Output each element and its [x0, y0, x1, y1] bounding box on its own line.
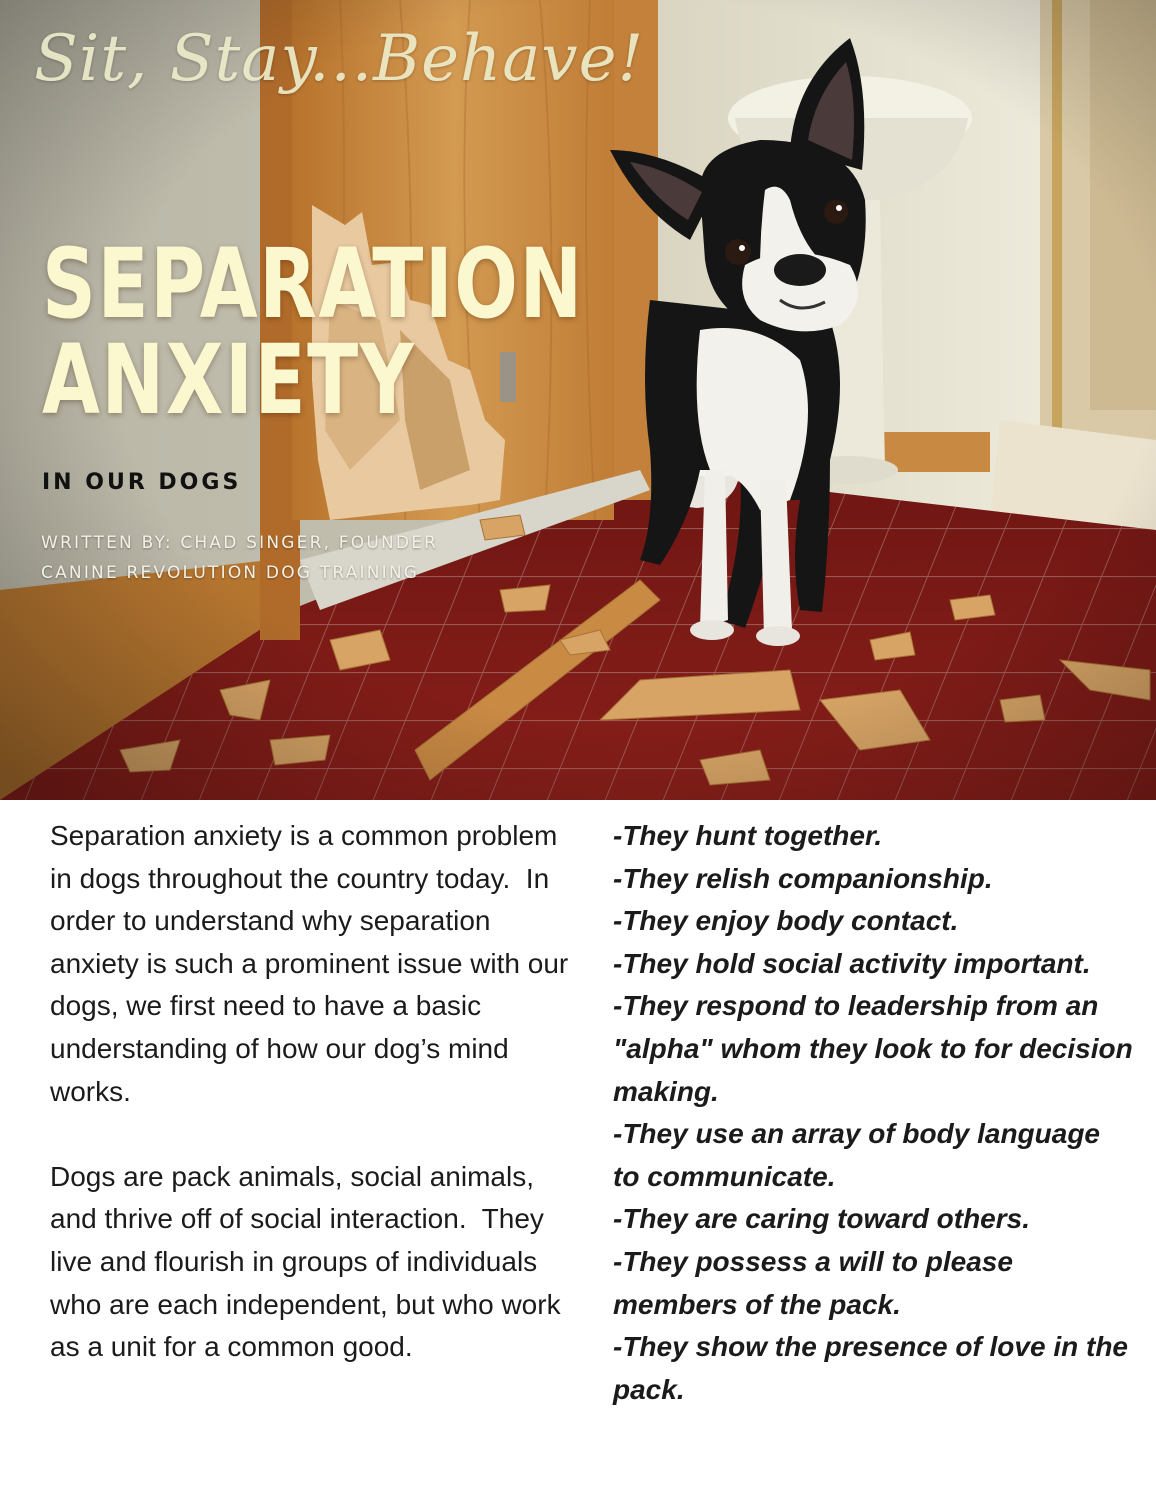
trait-item: -They possess a will to please members of the pack.	[613, 1245, 1013, 1320]
trait-item: -They enjoy body contact.	[613, 905, 959, 937]
title-line-2: ANXIETY	[42, 324, 416, 436]
author-byline	[41, 528, 438, 588]
trait-item: -They hold social activity important.	[613, 947, 1091, 979]
trait-item: -They hunt together.	[613, 820, 883, 851]
subtitle: IN OUR DOGS	[42, 470, 242, 495]
brand-logo-text: Sit, Stay...Behave!	[34, 22, 645, 96]
byline-line-1: WRITTEN BY: CHAD SINGER, FOUNDER	[41, 533, 439, 553]
trait-item: -They relish companionship.	[613, 862, 993, 894]
trait-item: -They show the presence of love in the pack.	[613, 1331, 1128, 1405]
trait-item: -They are caring toward others.	[613, 1203, 1030, 1235]
byline-line-2: CANINE REVOLUTION DOG TRAINING	[41, 563, 420, 583]
paragraph-2: Dogs are pack animals, social animals, and thrive off of social interaction. They live and flourish in groups of individuals who are each independent, but who work as a unit for a common good.	[50, 1160, 569, 1363]
trait-item: -They use an array of body language to communicate.	[613, 1118, 1101, 1192]
trait-item: -They respond to leadership from an "alpha" whom they look to for decision making.	[613, 990, 1133, 1107]
page-title	[42, 228, 584, 436]
article-intro	[50, 815, 580, 1369]
paragraph-1: Separation anxiety is a common problem in dogs throughout the country today. In order to understand why separation anxiety is such a prominent issue with our dogs, we first need to have a basic understanding of how our dog’s mind works.	[50, 820, 577, 1107]
pack-traits-list	[613, 815, 1133, 1411]
title-line-1: SEPARATION	[42, 228, 584, 340]
